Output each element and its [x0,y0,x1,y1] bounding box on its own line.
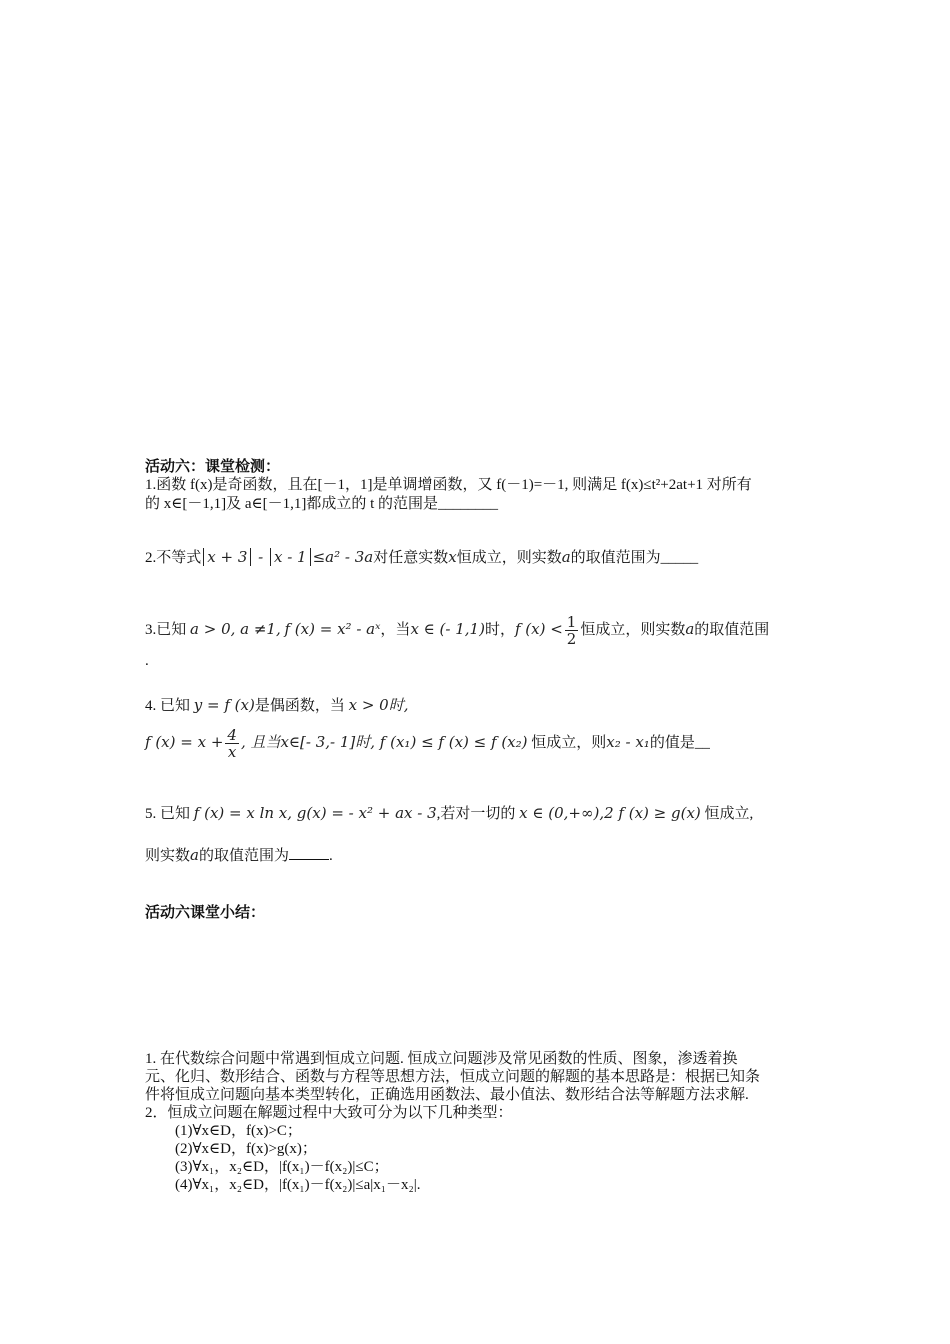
question-5-cond: x ∈ (0,+∞),2 f (x) ≥ g(x) [519,804,701,822]
summary-p1-line-3: 件将恒成立问题向基本类型转化，正确选用函数法、最小值法、数形结合法等解题方法求解. [145,1087,749,1103]
question-3 [145,612,810,647]
question-3-mid: ，当 [380,622,411,638]
question-3-dot: . [145,653,149,669]
question-5-prefix: 5. 已知 [145,806,191,822]
question-5-funcs: f (x) = x ln x, g(x) = - x² + ax - 3 [193,804,437,822]
question-2-abs-a: x + 3 [203,548,251,566]
summary-type-3: (3)∀x₁，x₂∈D，|f(x₁)－f(x₂)|≤C； [175,1159,389,1175]
question-4-mid: 是偶函数，当 [254,698,345,714]
question-2-var-x: x [448,548,457,566]
question-5-line-2 [145,846,810,866]
question-2-mid: 对任意实数 [373,550,449,566]
question-3-ineq: f (x) < [514,620,563,638]
question-3-func: f (x) = x² - aˣ [284,620,381,638]
question-5-line2-end: 的取值范围为 [198,848,289,864]
question-3-end: 的取值范围 [694,622,770,638]
summary-p2: 2．恒成立问题在解题过程中大致可分为以下几种类型： [145,1105,513,1121]
question-5-line2-prefix: 则实数 [145,848,191,864]
question-5-line-1 [145,798,810,829]
question-2-var-a: a [561,548,571,566]
summary [145,1050,810,1194]
question-5-mid: ,若对一切的 [436,806,516,822]
question-4-frac-num: 4 [227,726,237,745]
question-3-prefix: 3.已知 [145,622,187,638]
summary-p1-line-1: 1. 在代数综合问题中常遇到恒成立问题. 恒成立问题涉及常见函数的性质、图象，渗透着换 [145,1051,738,1067]
question-4-condition: , 且当x∈[- 3,- 1]时, f (x₁) ≤ f (x) ≤ f (x₂) [240,733,528,751]
question-1 [145,476,810,514]
summary-type-2: (2)∀x∈D，f(x)>g(x)； [175,1141,317,1157]
answer-blank [289,847,329,860]
question-4-lhs: f (x) = x + [145,733,224,751]
question-4-fraction [225,727,239,760]
question-5-var-a: a [190,846,199,864]
question-2-suffix: 恒成立，则实数 [456,550,562,566]
question-1-line-2: 的 x∈[－1,1]及 a∈[－1,1]都成立的 t 的范围是________ [145,496,499,512]
question-2-end: 的取值范围为_____ [570,550,699,566]
question-2 [145,544,810,571]
section-heading-check: 活动六：课堂检测： [145,459,281,475]
question-3-fraction [565,614,579,647]
question-4-frac-den: x [227,743,237,762]
question-4-suffix: 恒成立，则 [531,735,607,751]
question-1-line-1: 1.函数 f(x)是奇函数，且在[－1，1]是单调增函数，又 f(－1)=－1, 则满足 f(x)≤t²+2at+1 对所有 [145,477,752,493]
question-4-func: y = f (x) [193,696,255,714]
question-4-prefix: 4. 已知 [145,698,191,714]
question-3-frac-num: 1 [566,613,577,632]
question-3-frac-den: 2 [566,630,577,649]
question-4-line-1 [145,696,810,716]
question-5-line2-tail: . [328,848,333,864]
question-4-diff: x₂ - x₁ [606,733,650,751]
question-5-suffix: 恒成立, [704,806,754,822]
question-3-cond: a > 0, a ≠1, [190,620,281,638]
question-2-minus: - [253,548,268,566]
summary-type-4: (4)∀x₁，x₂∈D，|f(x₁)－f(x₂)|≤a|x₁－x₂|. [175,1177,421,1193]
question-2-prefix: 2.不等式 [145,550,202,566]
question-3-var-a: a [685,620,695,638]
question-4-line-2 [145,724,810,761]
question-3-suffix: 恒成立，则实数 [580,622,686,638]
summary-p1-line-2: 元、化归、数形结合、函数与方程等思想方法，恒成立问题的解题的基本思路是：根据已知条 [145,1069,761,1085]
question-3-range: x ∈ (- 1,1) [410,620,485,638]
question-2-abs-b: x - 1 [270,548,311,566]
section-heading-summary: 活动六课堂小结： [145,905,266,921]
question-2-rhs: ≤a² - 3a [312,548,374,566]
summary-type-1: (1)∀x∈D，f(x)>C； [175,1123,302,1139]
question-4-cond: x > 0时, [348,696,409,714]
question-3-when: 时， [484,622,515,638]
question-4-end: 的值是__ [649,735,710,751]
